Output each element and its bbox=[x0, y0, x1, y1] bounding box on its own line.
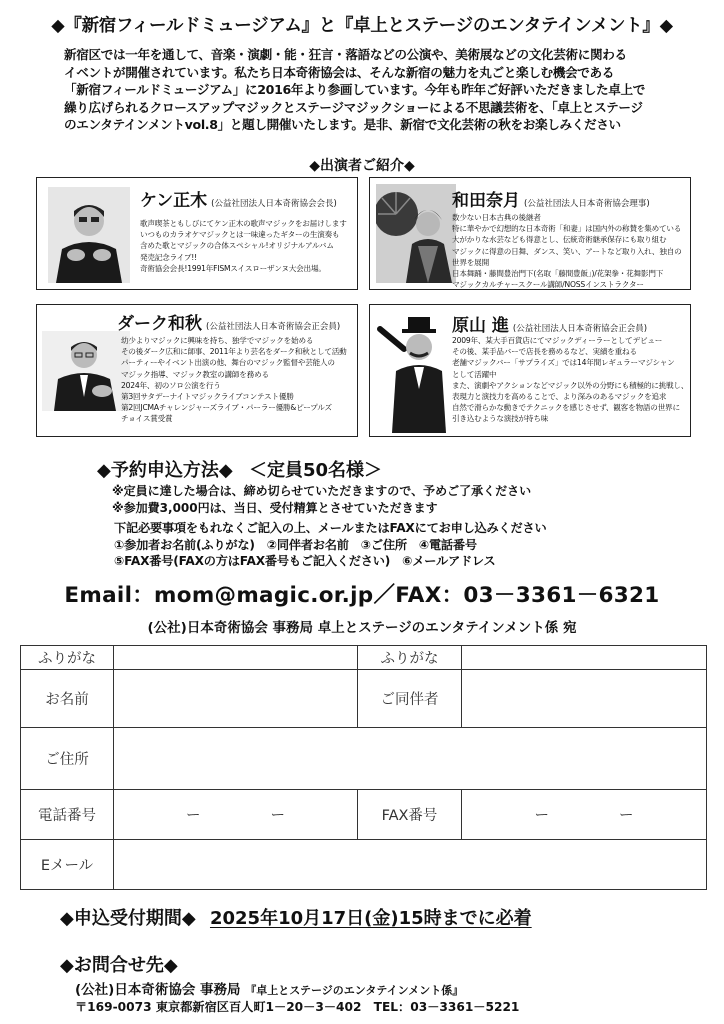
performer-description bbox=[121, 335, 347, 425]
email-field[interactable] bbox=[114, 840, 707, 890]
req-line: 下記必要事項をもれなくご記入の上、メールまたはFAXにてお申し込みください bbox=[114, 521, 547, 535]
phone-field[interactable] bbox=[114, 790, 358, 840]
desc-line: 表現力と演技力を高めることで、より深みのあるマジックを追求 bbox=[452, 392, 667, 402]
performer-name: ダーク和秋 (公益社団法人日本奇術協会正会員) bbox=[117, 314, 341, 334]
desc-line: 引き込むような演技が持ち味 bbox=[452, 414, 549, 424]
desc-line: 2024年、初のソロ公演を行う bbox=[121, 380, 221, 390]
performer-photo bbox=[42, 331, 130, 411]
desc-line: 大がかりな水芸なども得意とし、伝統奇術継承保存にも取り組む bbox=[452, 235, 667, 245]
inquiry-heading: ◆お問合せ先◆ bbox=[60, 955, 178, 976]
req-line: ⑤FAX番号(FAXの方はFAX番号もご記入ください) ⑥メールアドレス bbox=[114, 554, 496, 568]
desc-line: チョイス賞受賞 bbox=[121, 414, 173, 424]
fax-dash: ー bbox=[534, 808, 549, 824]
performer-card-ken-masaki bbox=[36, 177, 358, 290]
desc-line: 奇術協会会長!1991年FISMスイスローザンヌ大会出場。 bbox=[140, 263, 326, 273]
reservation-notes bbox=[112, 483, 531, 516]
desc-line: 2009年、某大手百貨店にてマジックディーラーとしてデビュー bbox=[452, 336, 663, 345]
desc-line: パーティーやイベント出演の他、舞台のマジック監督や芸能人の bbox=[121, 358, 335, 368]
desc-line: マジックに得意の日舞、ダンス、笑い、アートなど取り入れ、独自の bbox=[452, 246, 682, 256]
capacity-label: ＜定員50名様＞ bbox=[248, 460, 383, 481]
deadline-text: 2025年10月17日(金)15時までに必着 bbox=[209, 908, 532, 929]
desc-line: その後ダーク広和に師事、2011年より芸名をダーク和秋として活動 bbox=[121, 347, 347, 357]
required-items bbox=[114, 520, 547, 570]
performer-description bbox=[452, 212, 682, 290]
desc-line: 第2回JCMAチャレンジャーズライブ・パーラー優勝&ピープルズ bbox=[121, 403, 332, 413]
reservation-title: ◆予約申込方法◆ bbox=[97, 460, 233, 481]
desc-line: また、演劇やアクションなどマジック以外の分野にも積極的に挑戦し、 bbox=[452, 380, 689, 390]
reservation-heading bbox=[97, 456, 382, 482]
desc-line: 世界を展開 bbox=[452, 257, 489, 267]
period-label: ◆申込受付期間◆ bbox=[60, 908, 196, 929]
desc-line: 自然で滑らかな動きでテクニックを感じさせず、観客を物語の世界に bbox=[452, 403, 680, 413]
fax-dash: ー bbox=[619, 808, 634, 824]
name-field[interactable] bbox=[114, 670, 358, 728]
performer-photo bbox=[48, 187, 130, 283]
desc-line: 老舗マジックバー「サプライズ」では14年間レギュラーマジシャン bbox=[452, 358, 675, 368]
note-line: ※定員に達した場合は、締め切らせていただきますので、予めご了承ください bbox=[112, 484, 532, 498]
application-form bbox=[20, 645, 707, 890]
phone-dash: ー bbox=[186, 808, 201, 824]
desc-line: 歌声喫茶ともしびにてケン正木の歌声マジックをお届けします bbox=[140, 219, 347, 228]
desc-line: その後、某手品バーで店長を務めるなど、実績を重ねる bbox=[452, 347, 637, 357]
desc-line: 含めた歌とマジックの合体スペシャル!オリジナルアルバム bbox=[140, 241, 334, 251]
inquiry-org-name: (公社)日本奇術協会 事務局 bbox=[75, 982, 241, 998]
desc-line: いつものカラオケマジックとは一味違ったギターの生演奏も bbox=[140, 230, 340, 240]
addressee-line: (公社)日本奇術協会 事務局 卓上とステージのエンタテインメント係 宛 bbox=[147, 620, 577, 636]
companion-field[interactable] bbox=[462, 670, 707, 728]
performer-photo bbox=[374, 309, 454, 433]
intro-line: 新宿区では一年を通して、音楽・演劇・能・狂言・落語などの公演や、美術展などの文化芸術に関わる bbox=[64, 47, 627, 62]
desc-line: マジック指導、マジック教室の講師を務める bbox=[121, 369, 269, 379]
contact-email-fax: Email：mom@magic.or.jp／FAX：03－3361－6321 bbox=[64, 583, 660, 608]
inquiry-organization bbox=[75, 978, 463, 998]
desc-line: 発売記念ライブ!! bbox=[140, 252, 197, 262]
application-period bbox=[60, 904, 532, 930]
performer-photo bbox=[376, 184, 456, 283]
intro-text bbox=[64, 46, 684, 134]
furigana-label: ふりがな bbox=[21, 646, 114, 670]
req-line: ①参加者お名前(ふりがな) ②同伴者お名前 ③ご住所 ④電話番号 bbox=[114, 537, 477, 552]
email-label: Eメール bbox=[21, 840, 114, 890]
fax-label: FAX番号 bbox=[358, 790, 462, 840]
performer-name: 原山 進 (公益社団法人日本奇術協会正会員) bbox=[452, 316, 648, 336]
desc-line: 日本舞踊・藤間豊治門下(名取「藤間豊飯」)/花架拳・花舞影門下 bbox=[452, 269, 664, 279]
performer-card-dark-waaki bbox=[36, 304, 358, 437]
performer-description bbox=[140, 218, 347, 274]
intro-line: のエンタテインメントvol.8」と題し開催いたします。是非、新宿で文化芸術の秋をお楽しみください bbox=[64, 117, 621, 132]
intro-line: 繰り広げられるクロースアップマジックとステージマジックショーによる不思議芸術を、「卓上とステージ bbox=[64, 99, 643, 115]
performer-card-wada-natsuki bbox=[369, 177, 691, 290]
fax-field[interactable] bbox=[462, 790, 707, 840]
furigana-label: ふりがな bbox=[358, 646, 462, 670]
companion-furigana-field[interactable] bbox=[462, 646, 707, 670]
phone-label: 電話番号 bbox=[21, 790, 114, 840]
intro-line: イベントが開催されています。私たち日本奇術協会は、そんな新宿の魅力を丸ごと楽しむ機会である bbox=[64, 64, 614, 80]
companion-label: ご同伴者 bbox=[358, 670, 462, 728]
inquiry-dept: 『卓上とステージのエンタテインメント係』 bbox=[245, 984, 464, 997]
phone-dash: ー bbox=[270, 808, 285, 824]
desc-line: 数少ない日本古典の後継者 bbox=[452, 213, 541, 222]
performer-name: ケン正木 (公益社団法人日本奇術協会会長) bbox=[140, 191, 337, 211]
performers-heading: ◆出演者ご紹介◆ bbox=[309, 158, 415, 174]
desc-line: 特に華やかで幻想的な日本奇術「和妻」は国内外の称賛を集めている bbox=[452, 224, 682, 234]
performer-description bbox=[452, 335, 688, 425]
flyer-title: ◆『新宿フィールドミュージアム』と『卓上とステージのエンタテインメント』◆ bbox=[51, 16, 673, 36]
name-label: お名前 bbox=[21, 670, 114, 728]
desc-line: 幼少よりマジックに興味を持ち、独学でマジックを始める bbox=[121, 336, 314, 345]
inquiry-address: 〒169-0073 東京都新宿区百人町1－20－3－402 TEL：03－3361－5221 bbox=[75, 1000, 520, 1014]
address-label: ご住所 bbox=[21, 728, 114, 790]
address-field[interactable] bbox=[114, 728, 707, 790]
performer-name: 和田奈月 (公益社団法人日本奇術協会理事) bbox=[452, 191, 650, 211]
performer-card-harayama-susumu bbox=[369, 304, 691, 437]
desc-line: として活躍中 bbox=[452, 369, 497, 379]
intro-line: 「新宿フィールドミュージアム」に2016年より参画しています。今年も昨年ご好評いただきました卓上で bbox=[64, 82, 645, 97]
note-line: ※参加費3,000円は、当日、受付精算とさせていただきます bbox=[112, 500, 438, 515]
name-furigana-field[interactable] bbox=[114, 646, 358, 670]
desc-line: 第3回サタデーナイトマジックライブコンテスト優勝 bbox=[121, 392, 294, 402]
desc-line: マジックカルチャースクール講師/NOSSインストラクター bbox=[452, 280, 644, 290]
